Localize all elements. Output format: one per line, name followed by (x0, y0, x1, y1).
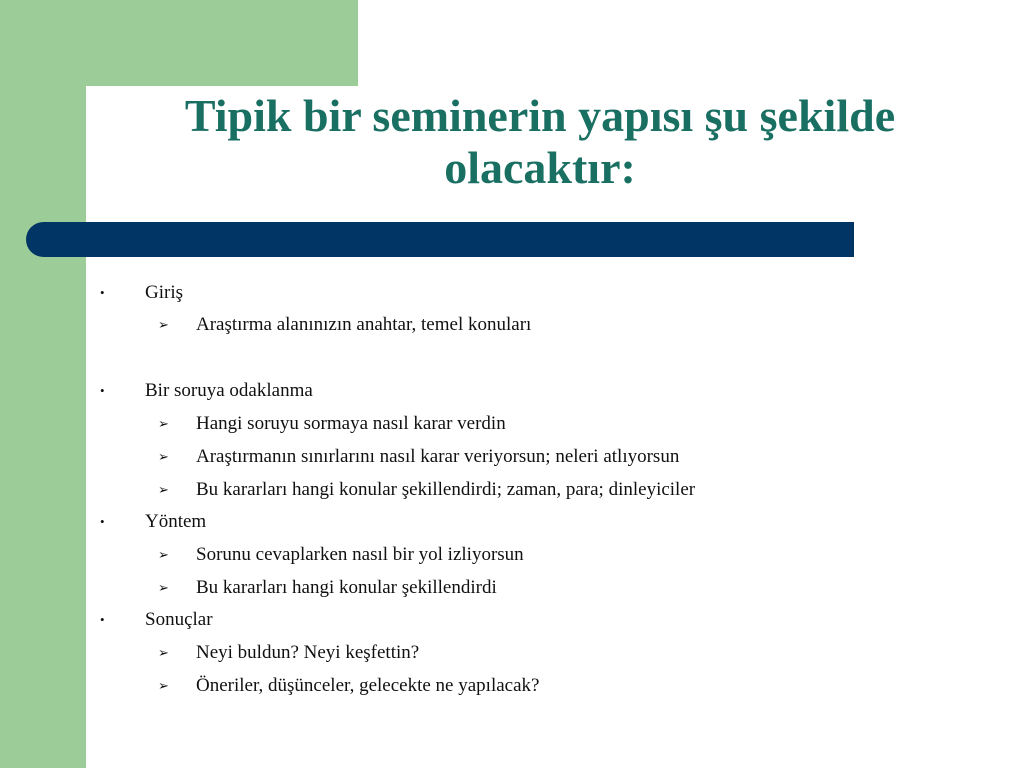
bullet-dot-icon: • (100, 612, 105, 627)
sub-bullet-label: Araştırma alanınızın anahtar, temel konuları (196, 314, 532, 335)
bullet-dot-icon: • (100, 285, 105, 300)
sub-bullet-label: Neyi buldun? Neyi keşfettin? (196, 642, 420, 663)
sub-bullet-label: Bu kararları hangi konular şekillendirdi (196, 577, 497, 598)
sub-bullet-label: Araştırmanın sınırlarını nasıl karar veriyorsun; neleri atlıyorsun (196, 446, 680, 467)
arrow-bullet-icon: ➢ (158, 645, 169, 660)
arrow-bullet-icon: ➢ (158, 678, 169, 693)
green-side-band (0, 0, 86, 768)
arrow-bullet-icon: ➢ (158, 317, 169, 332)
bullet-label: Bir soruya odaklanma (145, 380, 313, 401)
bullet-label: Giriş (145, 282, 183, 303)
bullet-dot-icon: • (100, 514, 105, 529)
slide-title (120, 90, 960, 194)
arrow-bullet-icon: ➢ (158, 580, 169, 595)
bullet-label: Yöntem (145, 511, 207, 532)
bullet-dot-icon: • (100, 383, 105, 398)
slide-title-line-2: olacaktır: (444, 142, 636, 193)
title-divider-bar (26, 222, 854, 257)
arrow-bullet-icon: ➢ (158, 449, 169, 464)
sub-bullet-label: Öneriler, düşünceler, gelecekte ne yapılacak? (196, 675, 540, 696)
sub-bullet-label: Bu kararları hangi konular şekillendirdi; zaman, para; dinleyiciler (196, 479, 696, 500)
slide-title-line-1: Tipik bir seminerin yapısı şu şekilde (184, 90, 896, 141)
arrow-bullet-icon: ➢ (158, 482, 169, 497)
arrow-bullet-icon: ➢ (158, 547, 169, 562)
sub-bullet-label: Sorunu cevaplarken nasıl bir yol izliyorsun (196, 544, 524, 565)
bullet-label: Sonuçlar (145, 609, 213, 630)
arrow-bullet-icon: ➢ (158, 416, 169, 431)
sub-bullet-label: Hangi soruyu sormaya nasıl karar verdin (196, 413, 506, 434)
